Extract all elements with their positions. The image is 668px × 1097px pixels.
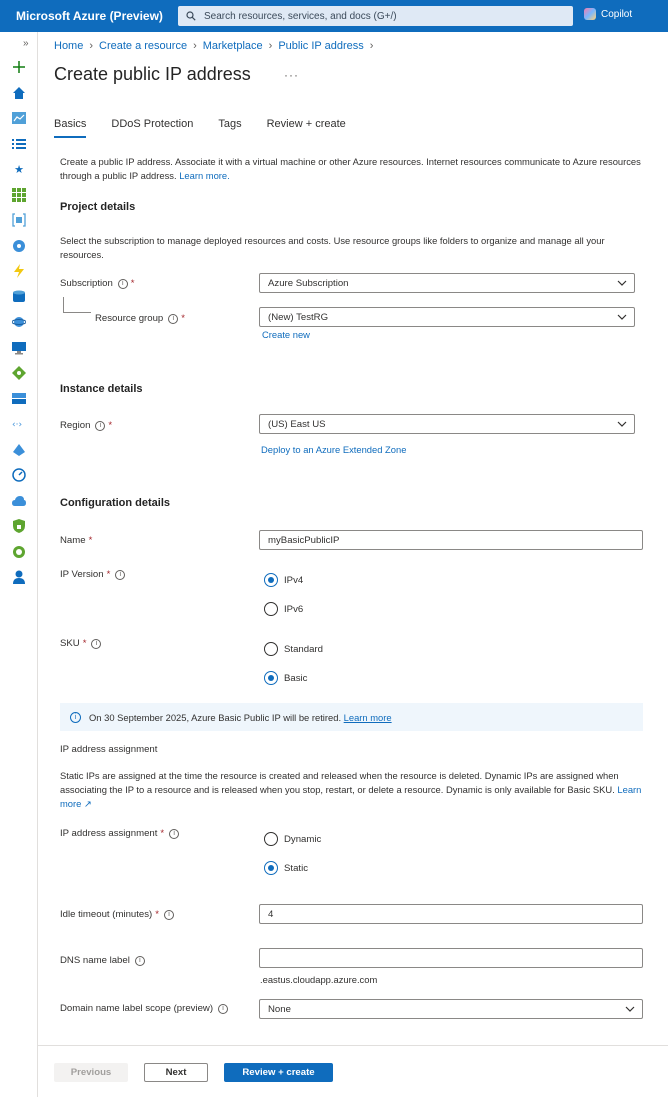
virtual-machines-icon[interactable] bbox=[11, 340, 27, 356]
info-icon[interactable]: i bbox=[168, 314, 178, 324]
name-label bbox=[60, 535, 92, 546]
required-mark: * bbox=[181, 313, 185, 324]
radio-standard-label: Standard bbox=[284, 643, 323, 655]
retirement-learn-more-link[interactable]: Learn more bbox=[343, 711, 392, 723]
resource-group-label-text: Resource group bbox=[95, 313, 164, 324]
subscription-select[interactable] bbox=[259, 273, 635, 293]
dns-name-input[interactable] bbox=[259, 948, 643, 968]
retirement-notice: On 30 September 2025, Azure Basic Public IP will be retired. bbox=[89, 711, 342, 723]
info-icon[interactable]: i bbox=[218, 1004, 228, 1014]
info-icon[interactable]: i bbox=[169, 829, 179, 839]
brand-title[interactable]: Microsoft Azure (Preview) bbox=[16, 9, 163, 23]
required-mark: * bbox=[108, 420, 113, 431]
resource-groups-icon[interactable] bbox=[11, 212, 27, 228]
wizard-tabs bbox=[54, 118, 371, 138]
external-link-icon: ↗ bbox=[83, 798, 92, 809]
radio-dynamic-label: Dynamic bbox=[284, 833, 322, 845]
svg-text:‹·›: ‹·› bbox=[12, 420, 23, 429]
breadcrumb-marketplace[interactable]: Marketplace bbox=[202, 40, 263, 52]
entra-id-icon[interactable] bbox=[11, 442, 27, 458]
virtual-networks-icon[interactable] bbox=[11, 416, 27, 432]
all-services-icon[interactable] bbox=[11, 136, 27, 152]
radio-static-label: Static bbox=[284, 862, 308, 874]
required-mark: * bbox=[130, 278, 135, 289]
radio-selected-icon bbox=[264, 573, 278, 587]
tab-review-create[interactable]: Review + create bbox=[266, 118, 346, 130]
breadcrumb bbox=[54, 40, 379, 52]
dns-label bbox=[60, 955, 145, 966]
sql-database-icon[interactable] bbox=[11, 289, 27, 305]
resource-group-label bbox=[95, 313, 185, 324]
ip-version-label bbox=[60, 569, 125, 580]
load-balancer-icon[interactable] bbox=[11, 365, 27, 381]
chevron-down-icon bbox=[625, 1005, 635, 1013]
required-mark: * bbox=[155, 909, 159, 920]
create-resource-icon[interactable] bbox=[11, 59, 27, 75]
breadcrumb-home[interactable]: Home bbox=[54, 40, 84, 52]
resource-group-select[interactable] bbox=[259, 307, 635, 327]
radio-unselected-icon bbox=[264, 642, 278, 656]
subscription-value: Azure Subscription bbox=[268, 277, 349, 289]
instance-details-heading: Instance details bbox=[60, 383, 143, 395]
radio-basic-label: Basic bbox=[284, 672, 308, 684]
storage-accounts-icon[interactable] bbox=[11, 391, 27, 407]
domain-scope-label-text: Domain name label scope (preview) bbox=[60, 1003, 214, 1014]
ip-assignment-learn-more-link[interactable]: Learn more bbox=[60, 784, 642, 809]
region-label bbox=[60, 420, 112, 431]
ip-version-label-text: IP Version bbox=[60, 569, 104, 580]
chevron-down-icon bbox=[617, 279, 627, 287]
main-content bbox=[38, 32, 668, 1097]
security-center-icon[interactable] bbox=[11, 518, 27, 534]
ip-assignment-label bbox=[60, 828, 179, 839]
cost-management-icon[interactable] bbox=[11, 544, 27, 560]
help-support-icon[interactable] bbox=[11, 569, 27, 585]
radio-selected-icon bbox=[264, 861, 278, 875]
dashboard-icon[interactable] bbox=[11, 110, 27, 126]
ip-assignment-heading: IP address assignment bbox=[60, 744, 158, 755]
radio-unselected-icon bbox=[264, 602, 278, 616]
wizard-footer bbox=[38, 1045, 668, 1097]
left-rail bbox=[0, 32, 38, 1097]
tab-basics[interactable]: Basics bbox=[54, 118, 86, 138]
previous-button[interactable]: Previous bbox=[54, 1063, 128, 1082]
radio-standard[interactable] bbox=[264, 642, 323, 656]
radio-ipv6-label: IPv6 bbox=[284, 603, 304, 615]
intro-description: Create a public IP address. Associate it with a virtual machine or other Azure resources. Internet resources communicate to Azure resources through a public IP address. bbox=[60, 156, 641, 181]
info-icon[interactable]: i bbox=[91, 639, 101, 649]
breadcrumb-public-ip[interactable]: Public IP address bbox=[278, 40, 364, 52]
chevron-right-icon: › bbox=[268, 40, 273, 52]
region-select[interactable] bbox=[259, 414, 635, 434]
required-mark: * bbox=[88, 535, 93, 546]
radio-ipv4-label: IPv4 bbox=[284, 574, 304, 586]
info-icon[interactable]: i bbox=[118, 279, 128, 289]
chevron-right-icon: › bbox=[193, 40, 197, 52]
breadcrumb-create-resource[interactable]: Create a resource bbox=[99, 40, 188, 52]
extended-zone-link[interactable]: Deploy to an Azure Extended Zone bbox=[261, 444, 407, 455]
ip-assignment-description: Static IPs are assigned at the time the resource is created and released when the resource is deleted. Dynamic IPs are assigned when associating the IP to a resource and is released when you stop, restart, or delete a resource. Dynamic is only available for Basic SKU. bbox=[60, 770, 619, 795]
info-icon: i bbox=[70, 712, 81, 723]
required-mark: * bbox=[106, 569, 111, 580]
ip-assignment-desc bbox=[60, 769, 650, 811]
radio-selected-icon bbox=[264, 671, 278, 685]
configuration-details-heading: Configuration details bbox=[60, 497, 170, 509]
top-bar bbox=[0, 0, 668, 32]
radio-dynamic[interactable] bbox=[264, 832, 321, 846]
more-options-icon[interactable]: ··· bbox=[284, 68, 299, 82]
monitor-icon[interactable] bbox=[11, 467, 27, 483]
idle-timeout-label-text: Idle timeout (minutes) bbox=[60, 909, 153, 920]
required-mark: * bbox=[82, 638, 87, 649]
cosmos-db-icon[interactable] bbox=[11, 314, 27, 330]
radio-basic[interactable] bbox=[264, 671, 307, 685]
radio-ipv6[interactable] bbox=[264, 602, 303, 616]
name-label-text: Name bbox=[60, 535, 86, 546]
chevron-right-icon: › bbox=[89, 40, 94, 52]
all-resources-icon[interactable] bbox=[11, 187, 27, 203]
info-icon[interactable]: i bbox=[115, 570, 125, 580]
ip-assignment-label-text: IP address assignment bbox=[60, 828, 158, 839]
tab-tags[interactable]: Tags bbox=[218, 118, 242, 130]
subscription-label-text: Subscription bbox=[60, 278, 113, 289]
copilot-icon bbox=[584, 8, 596, 20]
search-placeholder: Search resources, services, and docs (G+/) bbox=[204, 10, 397, 22]
domain-scope-select[interactable] bbox=[259, 999, 643, 1019]
tab-ddos-protection[interactable]: DDoS Protection bbox=[111, 118, 194, 130]
create-new-resource-group-link[interactable]: Create new bbox=[262, 329, 310, 340]
next-button[interactable]: Next bbox=[144, 1063, 208, 1082]
info-icon[interactable]: i bbox=[164, 910, 174, 920]
copilot-button[interactable] bbox=[584, 8, 632, 20]
intro-text bbox=[60, 155, 650, 183]
home-icon[interactable] bbox=[11, 85, 27, 101]
region-value: (US) East US bbox=[268, 418, 326, 430]
idle-timeout-input[interactable]: 4 bbox=[259, 904, 643, 924]
search-icon bbox=[186, 11, 196, 21]
advisor-icon[interactable] bbox=[11, 493, 27, 509]
review-create-button[interactable]: Review + create bbox=[224, 1063, 333, 1082]
name-input[interactable]: myBasicPublicIP bbox=[259, 530, 643, 550]
tree-connector bbox=[63, 297, 91, 313]
page-title: Create public IP address bbox=[54, 64, 251, 84]
chevron-right-icon: › bbox=[369, 40, 374, 52]
function-app-icon[interactable] bbox=[11, 263, 27, 279]
project-details-desc: Select the subscription to manage deployed resources and costs. Use resource groups like folders to organize and manage all your resources. bbox=[60, 235, 605, 260]
info-icon[interactable]: i bbox=[95, 421, 105, 431]
chevron-down-icon bbox=[617, 420, 627, 428]
expand-menu-icon[interactable]: » bbox=[23, 38, 29, 49]
retirement-info-banner bbox=[60, 703, 643, 731]
project-details-heading: Project details bbox=[60, 201, 136, 213]
domain-scope-value: None bbox=[268, 1003, 291, 1015]
region-label-text: Region bbox=[60, 420, 91, 431]
favorites-star-icon[interactable]: ★ bbox=[14, 163, 24, 176]
domain-scope-label bbox=[60, 1003, 228, 1014]
subscription-label bbox=[60, 278, 135, 289]
global-search[interactable] bbox=[178, 6, 573, 26]
info-icon[interactable]: i bbox=[135, 956, 145, 966]
resource-group-value: (New) TestRG bbox=[268, 311, 329, 323]
radio-ipv4[interactable] bbox=[264, 573, 303, 587]
chevron-down-icon bbox=[617, 313, 627, 321]
network-icon[interactable] bbox=[11, 238, 27, 254]
sku-label-text: SKU bbox=[60, 638, 80, 649]
dns-label-text: DNS name label bbox=[60, 955, 130, 966]
dns-suffix: .eastus.cloudapp.azure.com bbox=[260, 974, 378, 985]
idle-timeout-label bbox=[60, 909, 174, 920]
required-mark: * bbox=[160, 828, 165, 839]
sku-label bbox=[60, 638, 101, 649]
intro-learn-more-link[interactable]: Learn more. bbox=[179, 170, 230, 181]
radio-unselected-icon bbox=[264, 832, 278, 846]
radio-static[interactable] bbox=[264, 861, 308, 875]
copilot-label: Copilot bbox=[601, 8, 633, 20]
